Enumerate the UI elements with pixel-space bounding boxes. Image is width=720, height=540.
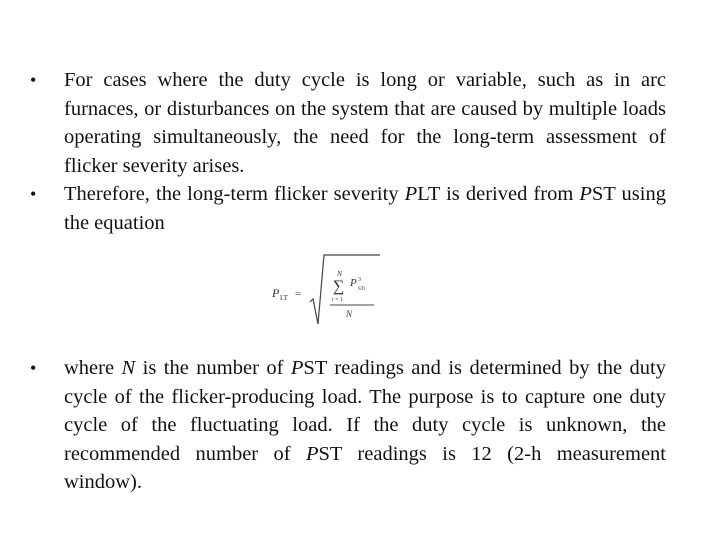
eq-denominator: N: [346, 309, 353, 319]
italic-symbol-p: P: [404, 183, 418, 206]
bullet-text: For cases where the duty cycle is long or variable, such as in arc furnaces, or disturbances on the system that are caused by multiple loads operating simultaneously, the need for the long-term assessment of flicker severity arises.: [64, 69, 666, 177]
italic-symbol-p: P: [290, 357, 304, 379]
text-segment: LT is derived from: [417, 183, 580, 206]
eq-lhs-main: P: [272, 286, 280, 300]
text-segment: Therefore, the long-term flicker severity: [64, 183, 405, 206]
bullet-item-plt-derivation: [30, 180, 666, 237]
radical-sign: [310, 255, 380, 324]
bullet-item-long-term-need: [30, 66, 666, 180]
plt-equation: [270, 252, 390, 328]
eq-term-sub: STi: [358, 286, 366, 292]
bullet-list-top: [30, 66, 666, 238]
bullet-marker: •: [30, 70, 37, 90]
bullet-item-n-definition: [30, 354, 666, 497]
italic-symbol-n: N: [121, 357, 136, 379]
text-segment: is the number of: [135, 357, 291, 379]
bullet-text: [64, 183, 666, 234]
bullet-marker: •: [30, 184, 37, 205]
eq-sum-symbol: ∑: [333, 278, 345, 295]
eq-sum-top: N: [337, 269, 343, 278]
eq-sum-bottom: i = 1: [332, 297, 344, 303]
text-segment: where: [64, 357, 122, 379]
italic-symbol-p: P: [305, 442, 319, 465]
eq-equals: =: [295, 288, 302, 300]
text-segment: ST readings is 12 (2-h measurement window).: [64, 442, 666, 494]
eq-term-sup: 3: [358, 277, 361, 283]
italic-symbol-p: P: [579, 183, 592, 206]
eq-lhs-sub: LT: [280, 294, 288, 302]
text-segment: ST using the equation: [64, 183, 666, 234]
bullet-marker: •: [30, 358, 37, 378]
text-segment: ST readings and is determined by the duty cycle of the flicker-producing load. The purpose is to capture one duty cycle of the fluctuating load. If the duty cycle is unknown, the recommended number of: [64, 357, 666, 465]
bullet-list-bottom: [30, 354, 666, 497]
eq-term-main: P: [350, 277, 357, 289]
bullet-text: [64, 357, 666, 493]
equation-graphic: [270, 252, 390, 328]
